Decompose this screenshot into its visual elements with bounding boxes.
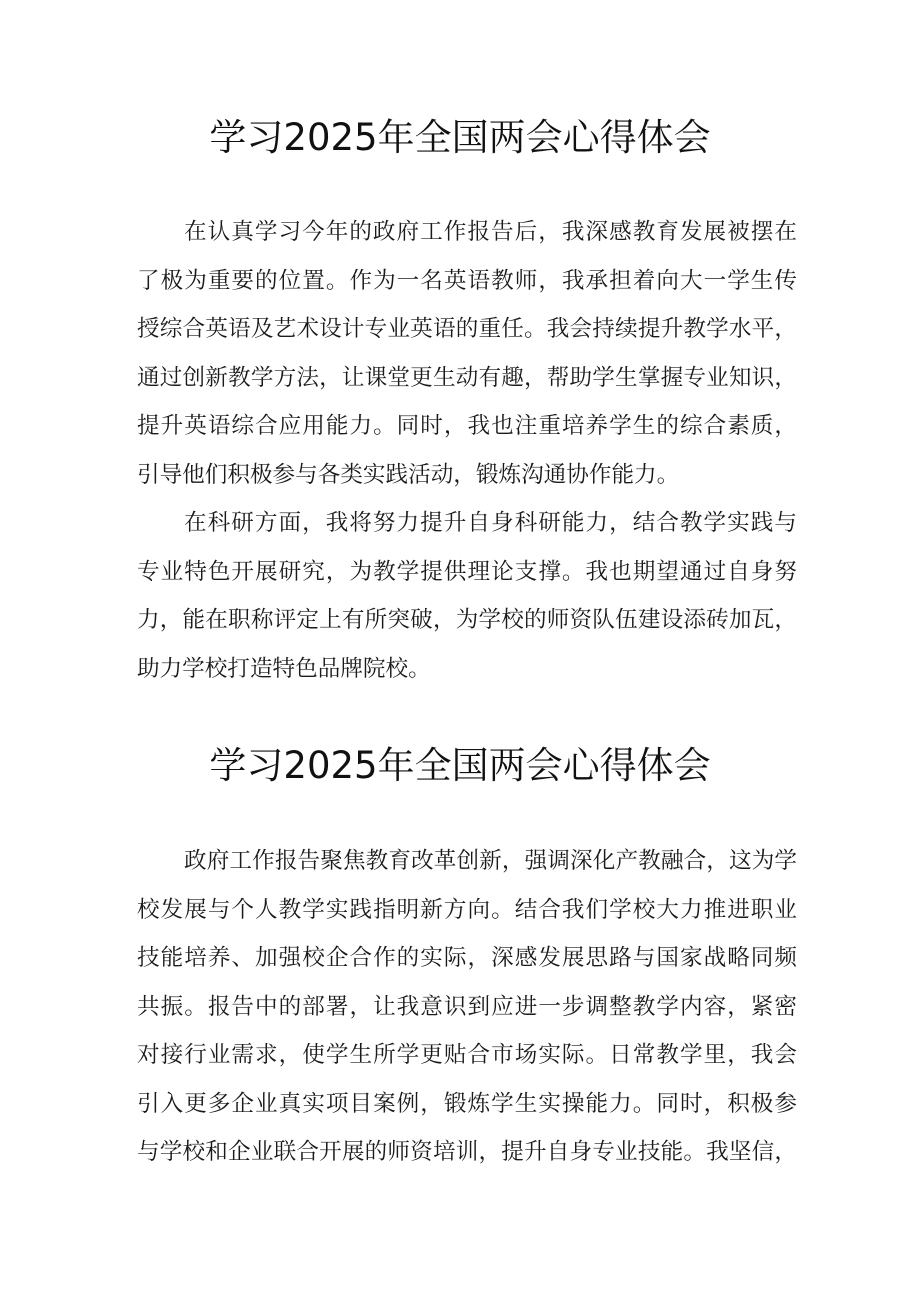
text-line: 引导他们积极参与各类实践活动，锻炼沟通协作能力。 <box>137 461 680 488</box>
paragraph <box>137 499 797 693</box>
text-line: 校发展与个人教学实践指明新方向。结合我们学校大力推进职业 <box>137 896 797 923</box>
text-line: 技能培养、加强校企合作的实际，深感发展思路与国家战略同频 <box>137 945 797 971</box>
text-line: 授综合英语及艺术设计专业英语的重任。我会持续提升教学水平， <box>137 316 797 342</box>
essay-title: 学习2025年全国两会心得体会 <box>209 744 711 787</box>
text-line: 对接行业需求，使学生所学更贴合市场实际。日常教学里，我会 <box>137 1042 797 1068</box>
essay-body <box>137 837 797 1177</box>
paragraph <box>137 837 797 1177</box>
text-line: 引入更多企业真实项目案例，锻炼学生实操能力。同时，积极参 <box>137 1090 797 1117</box>
text-line: 助力学校打造特色品牌院校。 <box>137 655 431 682</box>
paragraph <box>137 208 797 499</box>
essay-title: 学习2025年全国两会心得体会 <box>209 116 711 159</box>
text-line: 共振。报告中的部署，让我意识到应进一步调整教学内容，紧密 <box>137 993 797 1020</box>
text-line: 与学校和企业联合开展的师资培训，提升自身专业技能。我坚信， <box>137 1139 797 1165</box>
text-line: 提升英语综合应用能力。同时，我也注重培养学生的综合素质， <box>137 413 797 439</box>
text-line: 专业特色开展研究，为教学提供理论支撑。我也期望通过自身努 <box>137 558 797 585</box>
text-line: 了极为重要的位置。作为一名英语教师，我承担着向大一学生传 <box>137 267 797 294</box>
text-line: 在科研方面，我将努力提升自身科研能力，结合教学实践与 <box>184 510 797 536</box>
text-line: 通过创新教学方法，让课堂更生动有趣，帮助学生掌握专业知识， <box>137 364 797 391</box>
text-line: 在认真学习今年的政府工作报告后，我深感教育发展被摆在 <box>184 219 797 245</box>
essay-body <box>137 208 797 693</box>
text-line: 政府工作报告聚焦教育改革创新，强调深化产教融合，这为学 <box>184 848 797 874</box>
text-line: 力，能在职称评定上有所突破，为学校的师资队伍建设添砖加瓦， <box>137 607 797 633</box>
